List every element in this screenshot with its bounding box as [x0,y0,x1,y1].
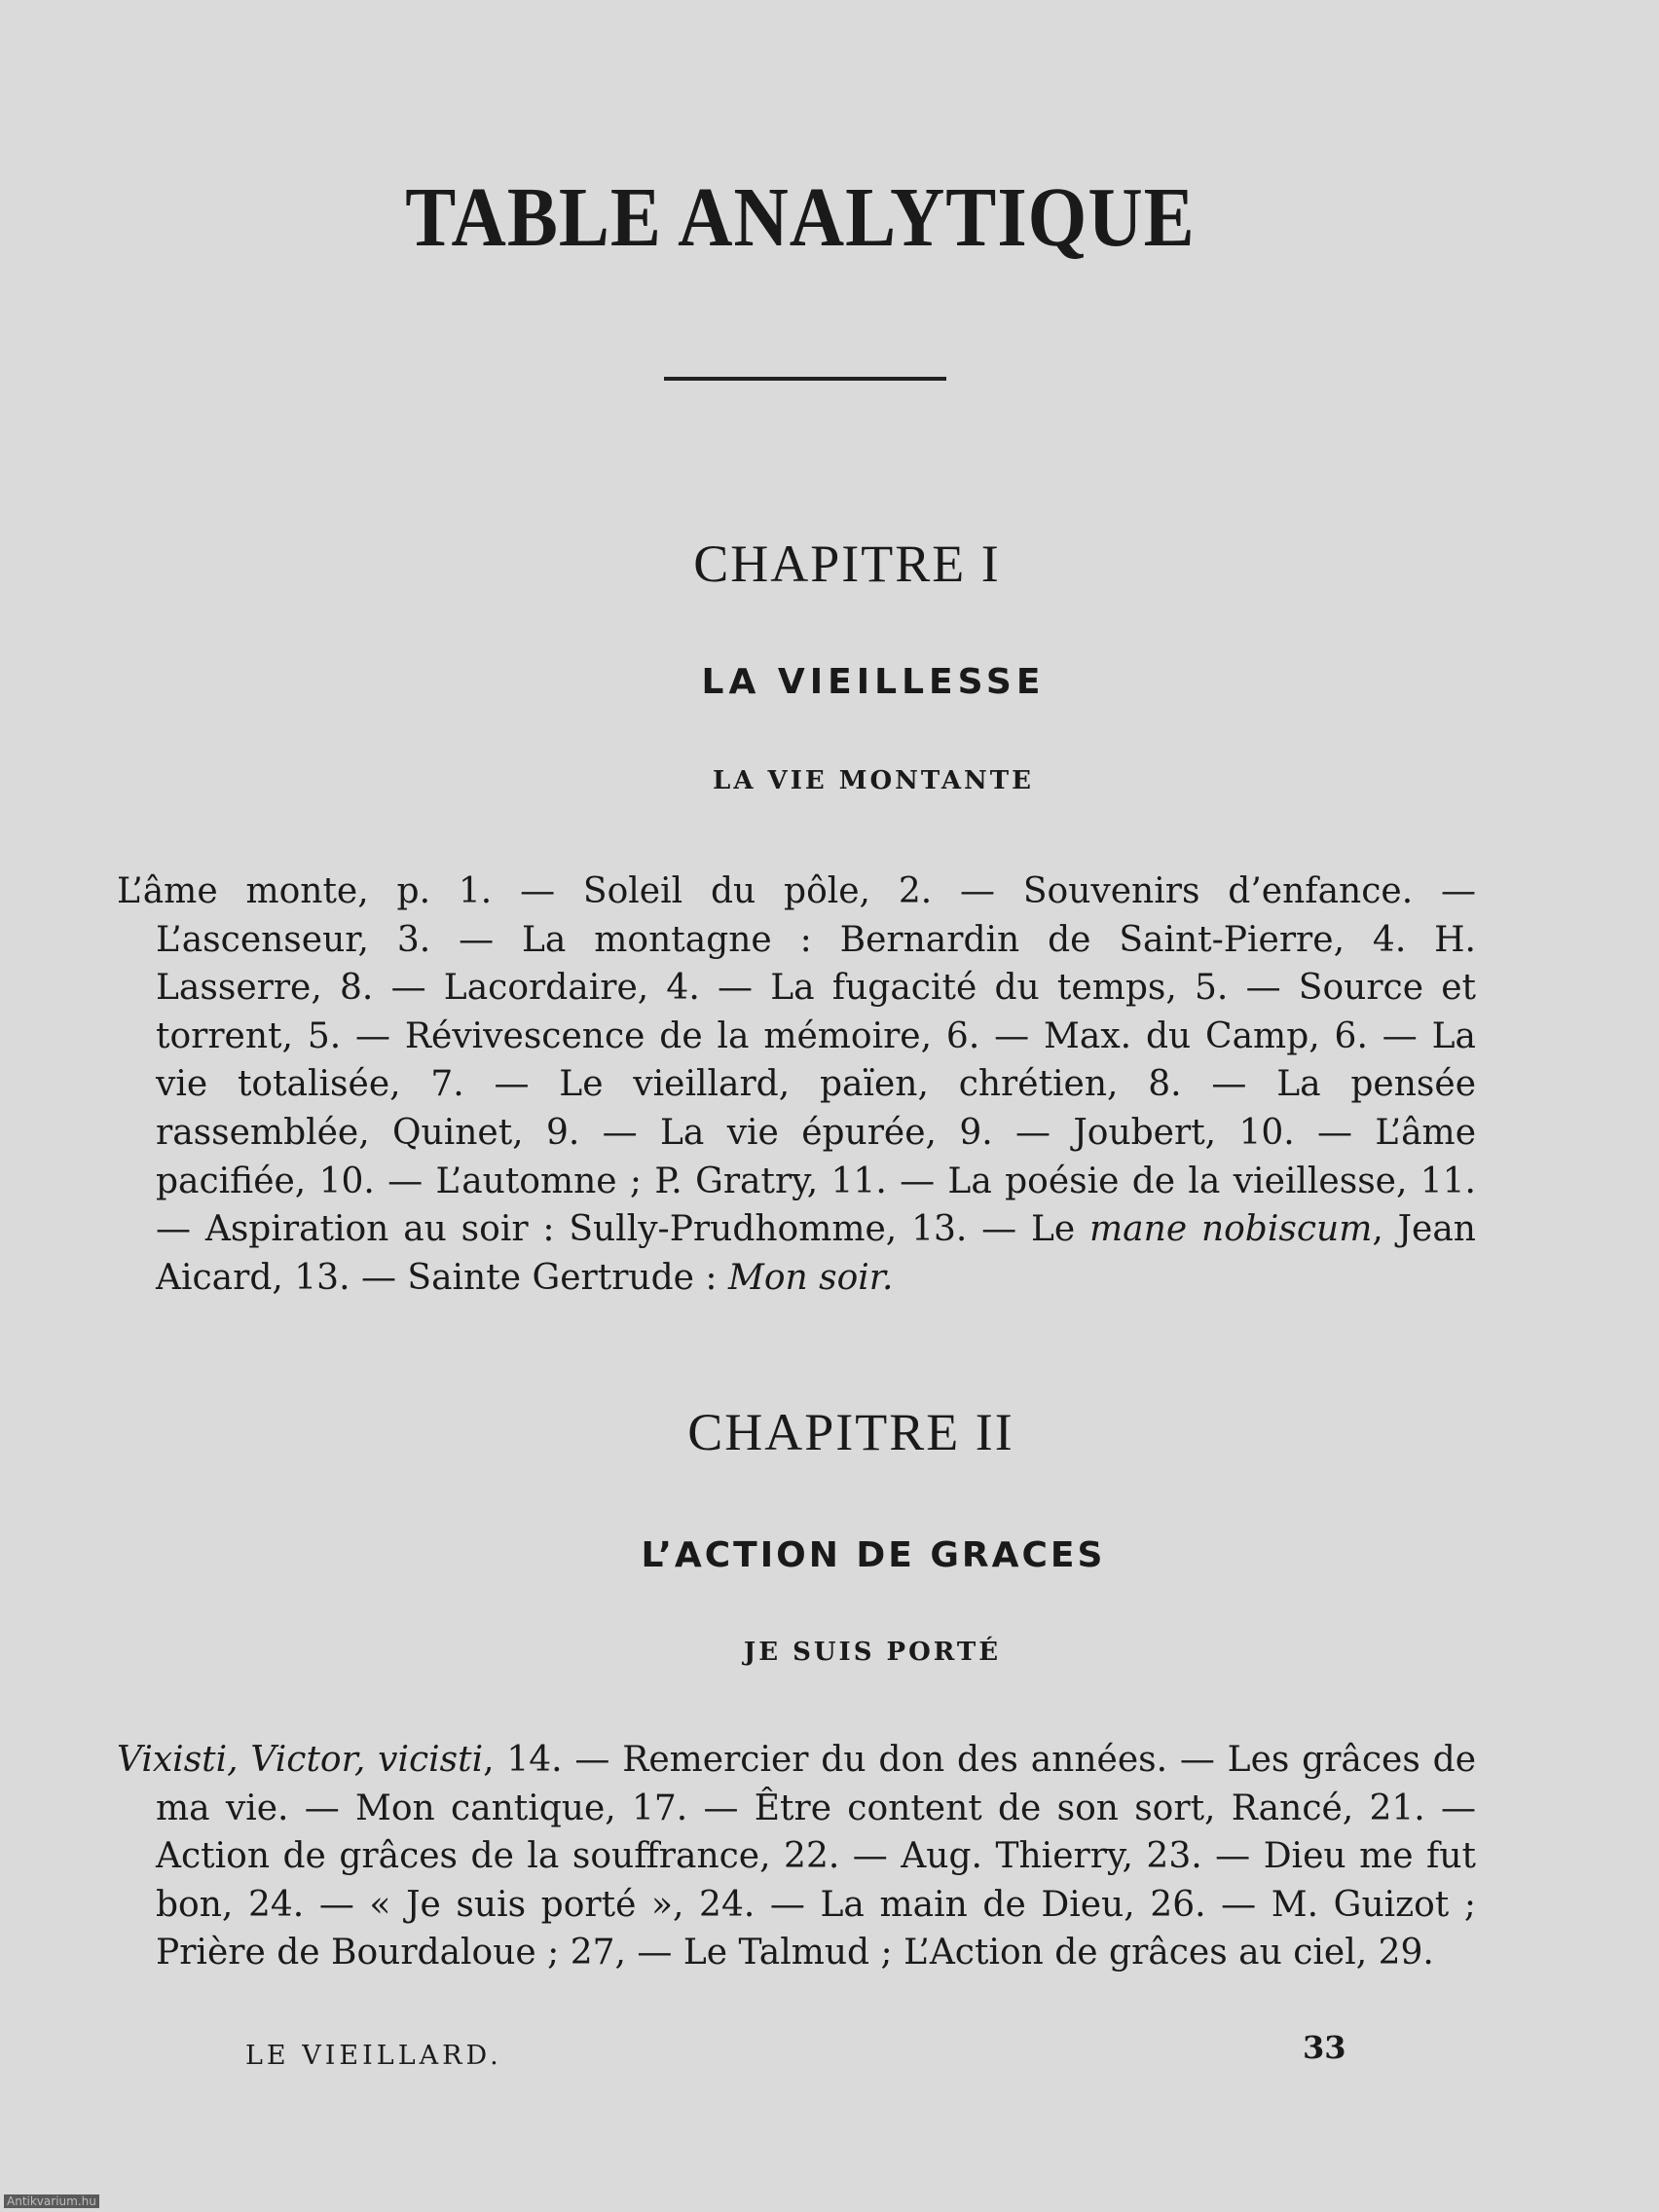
chapter-2-heading: CHAPITRE II [687,1403,1014,1461]
page-title: TABLE ANALYTIQUE [405,168,1196,265]
chapter-1-section: LA VIE MONTANTE [713,766,1034,795]
chapter-1-summary-tail: , Jean Aicard, 13. — Sainte Gertrude : [156,1209,1476,1298]
chapter-2-summary [117,1736,1476,1977]
chapter-1-summary-text: L’âme monte, p. 1. — Soleil du pôle, 2. — Souvenirs d’enfance. — L’ascenseur, 3. — La montagne : Bernardin de Saint-Pierre, 4. H. Lasserre, 8. — Lacordaire, 4. — La fugacité du temps, 5. — Source et torrent, 5. — Révivescence de la mémoire, 6. — Max. du Camp, 6. — La vie totalisée, 7. — Le vieillard, païen, chrétien, 8. — La pensée rassemblée, Quinet, 9. — La vie épurée, 9. — Joubert, 10. — L’âme pacifiée, 10. — L’automne ; P. Gratry, 11. — La poésie de la vieillesse, 11. — Aspiration au soir : Sully-Prudhomme, 13. — Le [117,871,1476,1250]
chapter-1-summary [117,867,1476,1302]
running-footer-title: LE VIEILLARD. [245,2041,502,2071]
chapter-1-italic-phrase: mane nobiscum [1089,1209,1373,1250]
chapter-2-italic-lead: Vixisti, Victor, vicisti [117,1740,484,1780]
title-rule [664,377,946,381]
chapter-2-summary-text: , 14. — Remercier du don des années. — Les grâces de ma vie. — Mon cantique, 17. — Être content de son sort, Rancé, 21. — Action de grâces de la souffrance, 22. — Aug. Thierry, 23. — Dieu me fut bon, 24. — « Je suis porté », 24. — La main de Dieu, 26. — M. Guizot ; Prière de Bourdaloue ; 27, — Le Talmud ; L’Action de grâces au ciel, 29. [156,1740,1477,1973]
chapter-1-italic-ending: Mon soir. [727,1257,894,1298]
chapter-1-heading: CHAPITRE I [693,535,1001,593]
chapter-1-subtitle: LA VIEILLESSE [701,662,1046,702]
chapter-2-section: JE SUIS PORTÉ [743,1638,1002,1667]
signature-mark: 33 [1303,2029,1346,2066]
watermark: Antikvarium.hu [4,2194,99,2208]
chapter-2-subtitle: L’ACTION DE GRACES [641,1535,1106,1575]
